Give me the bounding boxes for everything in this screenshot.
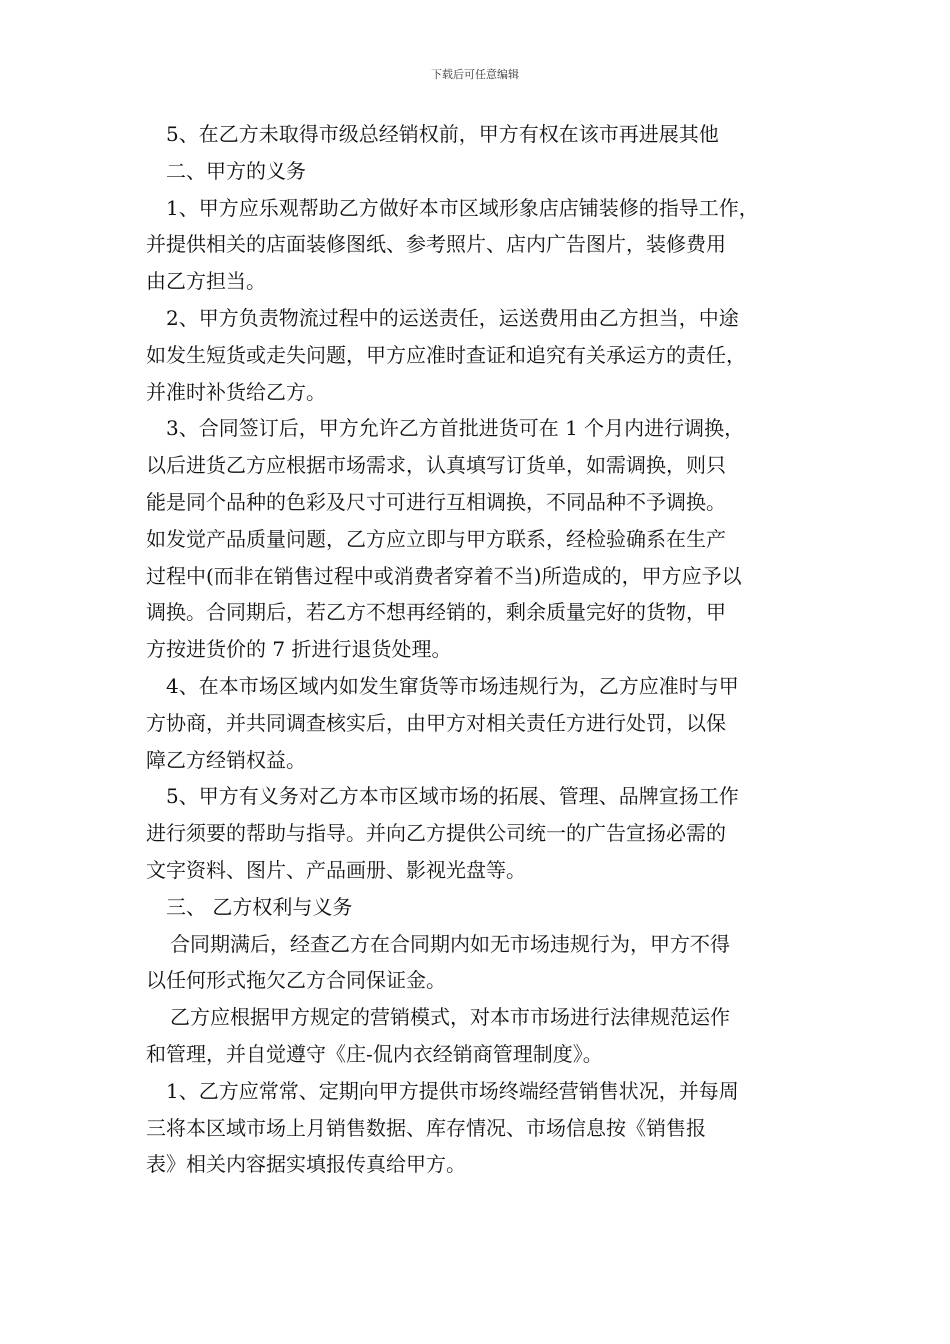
text-line: 以任何形式拖欠乙方合同保证金。 — [146, 968, 446, 993]
text-line: 由乙方担当。 — [146, 269, 266, 294]
text-line: 如发生短货或走失问题，甲方应准时查证和追究有关承运方的责任， — [146, 342, 746, 367]
text-line: 以后进货乙方应根据市场需求，认真填写订货单，如需调换，则只 — [146, 453, 726, 478]
text-line: 乙方应根据甲方规定的营销模式，对本市市场进行法律规范运作 — [170, 1005, 730, 1030]
text-line: 如发觉产品质量问题，乙方应立即与甲方联系，经检验确系在生产 — [146, 526, 726, 551]
text-line: 4、在本市场区域内如发生窜货等市场违规行为，乙方应准时与甲 — [166, 673, 739, 698]
text-line: 1、甲方应乐观帮助乙方做好本市区域形象店店铺装修的指导工作， — [166, 195, 759, 220]
text-line: 2、甲方负责物流过程中的运送责任，运送费用由乙方担当，中途 — [166, 305, 739, 330]
text-line: 过程中(而非在销售过程中或消费者穿着不当)所造成的，甲方应予以 — [146, 563, 742, 588]
text-line: 三将本区域市场上月销售数据、库存情况、市场信息按《销售报 — [146, 1115, 706, 1140]
text-line: 1、乙方应常常、定期向甲方提供市场终端经营销售状况，并每周 — [166, 1078, 739, 1103]
page-header: 下载后可任意编辑 — [431, 68, 519, 81]
text-line: 二、甲方的义务 — [166, 158, 306, 183]
text-line: 三、 乙方权利与义务 — [166, 894, 353, 919]
document-body — [146, 116, 826, 1183]
text-line: 方按进货价的 7 折进行退货处理。 — [146, 637, 452, 662]
text-line: 障乙方经销权益。 — [146, 747, 306, 772]
text-line: 3、合同签订后，甲方允许乙方首批进货可在 1 个月内进行调换， — [166, 416, 745, 441]
text-line: 合同期满后，经查乙方在合同期内如无市场违规行为，甲方不得 — [170, 931, 730, 956]
text-line: 5、甲方有义务对乙方本市区域市场的拓展、管理、品牌宣扬工作 — [166, 784, 739, 809]
text-line: 进行须要的帮助与指导。并向乙方提供公司统一的广告宣扬必需的 — [146, 821, 726, 846]
text-line: 方协商，并共同调查核实后，由甲方对相关责任方进行处罚，以保 — [146, 710, 726, 735]
text-line: 调换。合同期后，若乙方不想再经销的，剩余质量完好的货物，甲 — [146, 600, 726, 625]
text-line: 5、在乙方未取得市级总经销权前，甲方有权在该市再进展其他 — [166, 122, 719, 146]
text-line: 和管理，并自觉遵守《庄-侃内衣经销商管理制度》。 — [146, 1041, 603, 1066]
text-line: 并提供相关的店面装修图纸、参考照片、店内广告图片，装修费用 — [146, 232, 726, 257]
text-line: 文字资料、图片、产品画册、影视光盘等。 — [146, 857, 526, 882]
text-line: 并准时补货给乙方。 — [146, 379, 326, 404]
text-line: 能是同个品种的色彩及尺寸可进行互相调换，不同品种不予调换。 — [146, 489, 726, 514]
text-line: 表》相关内容据实填报传真给甲方。 — [146, 1152, 466, 1177]
